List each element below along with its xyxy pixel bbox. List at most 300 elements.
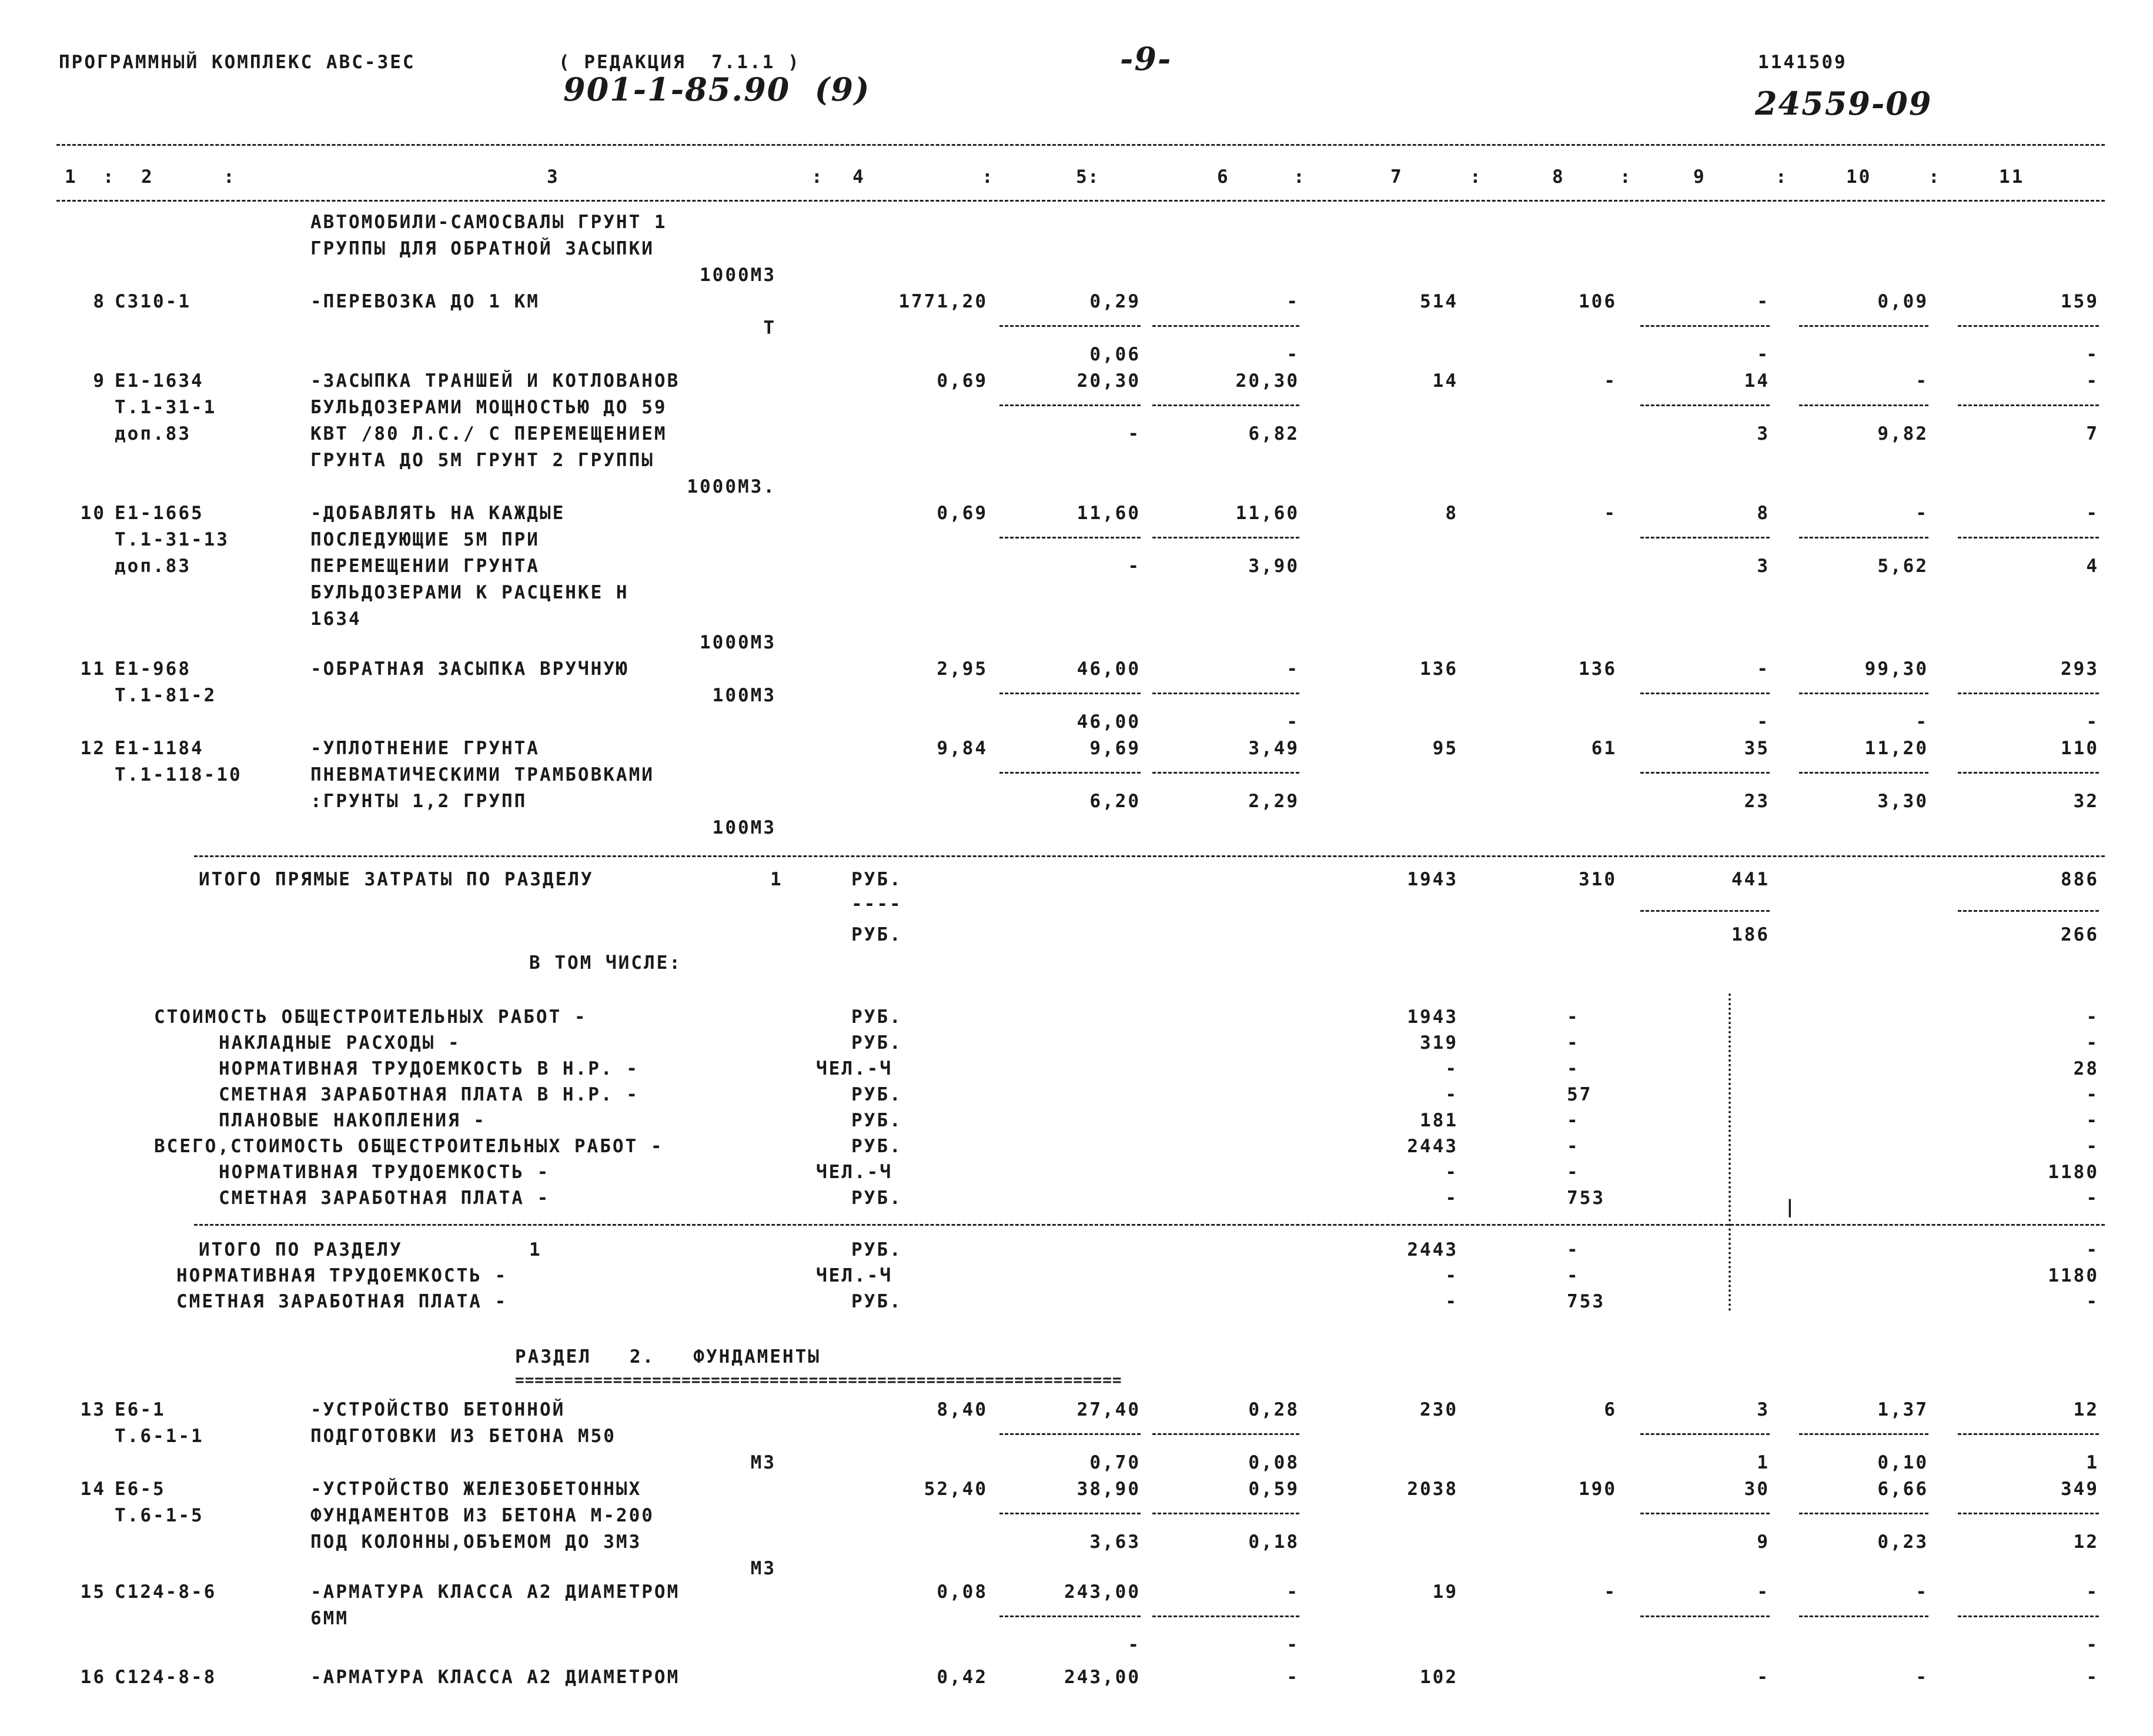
row-description: 6ММ — [310, 1608, 349, 1629]
summary-c8: - — [1567, 1058, 1580, 1079]
row-c6-sub: 0,18 — [1248, 1531, 1299, 1553]
row-c7: 230 — [1420, 1399, 1458, 1420]
row-sep-c10 — [1799, 404, 1928, 406]
row-c8: 136 — [1579, 658, 1617, 680]
section-total-c8: - — [1567, 1239, 1580, 1260]
row-number: 9 — [93, 370, 106, 392]
section-total-c8: 753 — [1567, 1291, 1605, 1312]
row-c5-sub: 6,20 — [1089, 791, 1141, 812]
row-c10: - — [1915, 1581, 1928, 1603]
row-code: Т.1-31-13 — [115, 529, 229, 550]
summary-c11: - — [2086, 1188, 2099, 1209]
row-c10: - — [1915, 370, 1928, 392]
row-code: Т.1-118-10 — [115, 764, 242, 785]
summary-label: СМЕТНАЯ ЗАРАБОТНАЯ ПЛАТА В Н.Р. - — [219, 1084, 639, 1105]
section-total-unit: РУБ. — [851, 1239, 902, 1260]
row-c9: - — [1757, 291, 1770, 312]
summary-label: НАКЛАДНЫЕ РАСХОДЫ - — [219, 1032, 461, 1053]
row-c7: 102 — [1420, 1667, 1458, 1688]
row-quantity: 0,69 — [937, 503, 988, 524]
row-c9-sub: 23 — [1744, 791, 1770, 812]
row-c8: 6 — [1604, 1399, 1617, 1420]
row-quantity: 0,69 — [937, 370, 988, 392]
column-header-cell: : — [103, 166, 116, 188]
direct-total-unit2: РУБ. — [851, 924, 902, 945]
row-sep-c11 — [1958, 772, 2099, 774]
row-unit: 100М3 — [712, 817, 776, 838]
row-c8: 61 — [1591, 738, 1617, 759]
row-c11-sub: 4 — [2086, 556, 2099, 577]
row-description: КВТ /80 Л.С./ С ПЕРЕМЕЩЕНИЕМ — [310, 423, 667, 444]
row-code: Т.6-1-1 — [115, 1426, 204, 1447]
row-code: Е1-968 — [115, 658, 191, 680]
row-c5: 27,40 — [1076, 1399, 1141, 1420]
row-code: С124-8-8 — [115, 1667, 217, 1688]
row-sep-c9 — [1640, 1615, 1770, 1617]
row-c8: - — [1604, 370, 1617, 392]
row-c11: 12 — [2073, 1399, 2099, 1420]
row-c9-sub: 9 — [1757, 1531, 1770, 1553]
row-description: -ДОБАВЛЯТЬ НА КАЖДЫЕ — [310, 503, 566, 524]
summary-label: НОРМАТИВНАЯ ТРУДОЕМКОСТЬ В Н.Р. - — [219, 1058, 639, 1079]
row-sep-c11 — [1958, 404, 2099, 406]
row-code: С310-1 — [115, 291, 191, 312]
row-unit: 1000М3 — [700, 632, 776, 653]
row-c5-sub: - — [1128, 556, 1141, 577]
row-sep-c10 — [1799, 693, 1928, 694]
row-c6: 0,28 — [1248, 1399, 1299, 1420]
row-sep-c11 — [1958, 537, 2099, 538]
summary-label: ВСЕГО,СТОИМОСТЬ ОБЩЕСТРОИТЕЛЬНЫХ РАБОТ - — [154, 1136, 664, 1157]
row-c6-sub: 2,29 — [1248, 791, 1299, 812]
row-sep-c10 — [1799, 1615, 1928, 1617]
column-header-cell: 2 — [141, 166, 154, 188]
row-c5-sub: - — [1128, 423, 1141, 444]
row-quantity: 8,40 — [937, 1399, 988, 1420]
section-total-label: НОРМАТИВНАЯ ТРУДОЕМКОСТЬ - — [176, 1265, 508, 1286]
direct-total-c8: 310 — [1579, 869, 1617, 890]
column-header-cell: : — [1088, 166, 1101, 188]
row-sep-c10 — [1799, 1513, 1928, 1514]
row-unit: М3 — [750, 1452, 776, 1473]
row-c9: - — [1757, 658, 1770, 680]
row-c9-sub: 3 — [1757, 556, 1770, 577]
rule-totals — [194, 855, 2105, 857]
summary-unit: РУБ. — [851, 1032, 902, 1053]
section-total-c7: 2443 — [1407, 1239, 1458, 1260]
row-quantity: 2,95 — [937, 658, 988, 680]
row-description: ПОДГОТОВКИ ИЗ БЕТОНА М50 — [310, 1426, 616, 1447]
row-sep-c5 — [999, 772, 1141, 774]
summary-unit: РУБ. — [851, 1136, 902, 1157]
row-quantity: 9,84 — [937, 738, 988, 759]
summary-unit: РУБ. — [851, 1188, 902, 1209]
row-c9-sub: - — [1757, 711, 1770, 732]
row-sep-c5 — [999, 693, 1141, 694]
row-sep-c9 — [1640, 772, 1770, 774]
row-sep-c6 — [1152, 325, 1299, 327]
row-unit: 1000М3 — [700, 265, 776, 286]
row-c9: - — [1757, 1581, 1770, 1603]
row-c9: 8 — [1757, 503, 1770, 524]
row-c6: 20,30 — [1235, 370, 1299, 392]
section-total-label: СМЕТНАЯ ЗАРАБОТНАЯ ПЛАТА - — [176, 1291, 508, 1312]
row-description: ФУНДАМЕНТОВ ИЗ БЕТОНА М-200 — [310, 1505, 654, 1526]
row-sep-c9 — [1640, 1433, 1770, 1435]
column-header-cell: 5 — [1076, 166, 1089, 188]
row-description: ПЕРЕМЕЩЕНИИ ГРУНТА — [310, 556, 540, 577]
row-description: ГРУНТА ДО 5М ГРУНТ 2 ГРУППЫ — [310, 450, 654, 471]
row-c6: - — [1286, 658, 1299, 680]
row-unit: 100М3 — [712, 685, 776, 706]
row-c8: 106 — [1579, 291, 1617, 312]
row-c11-sub: - — [2086, 1634, 2099, 1655]
summary-unit: РУБ. — [851, 1110, 902, 1131]
row-unit: М3 — [750, 1558, 776, 1579]
row-c5: 38,90 — [1076, 1479, 1141, 1500]
summary-c8: 753 — [1567, 1188, 1605, 1209]
row-description: ПОСЛЕДУЮЩИЕ 5М ПРИ — [310, 529, 540, 550]
summary-unit: РУБ. — [851, 1006, 902, 1028]
row-c7: 2038 — [1407, 1479, 1458, 1500]
row-number: 11 — [80, 658, 106, 680]
column-header-cell: : — [1293, 166, 1306, 188]
row-c6-sub: - — [1286, 1634, 1299, 1655]
section2-title: РАЗДЕЛ 2. ФУНДАМЕНТЫ — [515, 1346, 821, 1367]
row-description: БУЛЬДОЗЕРАМИ К РАСЦЕНКЕ Н — [310, 582, 629, 603]
section-total-c11: - — [2086, 1291, 2099, 1312]
row-description: -ОБРАТНАЯ ЗАСЫПКА ВРУЧНУЮ — [310, 658, 629, 680]
row-description: -УПЛОТНЕНИЕ ГРУНТА — [310, 738, 540, 759]
row-c10: - — [1915, 1667, 1928, 1688]
column-header-cell: : — [1776, 166, 1788, 188]
summary-c7: 319 — [1420, 1032, 1458, 1053]
row-description: ГРУППЫ ДЛЯ ОБРАТНОЙ ЗАСЫПКИ — [310, 238, 654, 259]
row-sep-c9 — [1640, 1513, 1770, 1514]
column-header-cell: 1 — [65, 166, 78, 188]
direct-total-c9b: 186 — [1731, 924, 1770, 945]
column-header-cell: 9 — [1693, 166, 1706, 188]
row-description: -ПЕРЕВОЗКА ДО 1 КМ — [310, 291, 540, 312]
row-sep-c6 — [1152, 1615, 1299, 1617]
summary-c11: 28 — [2073, 1058, 2099, 1079]
row-sep-c5 — [999, 537, 1141, 538]
row-c10: 6,66 — [1877, 1479, 1928, 1500]
row-sep-c6 — [1152, 772, 1299, 774]
section-total-c8: - — [1567, 1265, 1580, 1286]
row-c11: - — [2086, 1667, 2099, 1688]
row-c6: - — [1286, 1667, 1299, 1688]
section-total-c11: 1180 — [2048, 1265, 2099, 1286]
row-c5-sub: 46,00 — [1076, 711, 1141, 732]
row-c9-sub: - — [1757, 344, 1770, 365]
row-number: 16 — [80, 1667, 106, 1688]
row-description: АВТОМОБИЛИ-САМОСВАЛЫ ГРУНТ 1 — [310, 212, 667, 233]
row-c10: 0,09 — [1877, 291, 1928, 312]
row-number: 15 — [80, 1581, 106, 1603]
row-c11-sub: - — [2086, 711, 2099, 732]
row-c10-sub: 3,30 — [1877, 791, 1928, 812]
row-code: Е6-5 — [115, 1479, 166, 1500]
program-name: ПРОГРАММНЫЙ КОМПЛЕКС АВС-3ЕС — [59, 52, 416, 73]
row-c11: 293 — [2061, 658, 2099, 680]
row-number: 13 — [80, 1399, 106, 1420]
row-description: БУЛЬДОЗЕРАМИ МОЩНОСТЬЮ ДО 59 — [310, 397, 667, 418]
column-header-cell: 10 — [1846, 166, 1872, 188]
row-c10: - — [1915, 503, 1928, 524]
edition: ( РЕДАКЦИЯ 7.1.1 ) — [559, 52, 801, 73]
row-sep-c5 — [999, 404, 1141, 406]
row-sep-c10 — [1799, 325, 1928, 327]
row-c7: 95 — [1432, 738, 1458, 759]
row-c5: 11,60 — [1076, 503, 1141, 524]
row-sep-c6 — [1152, 693, 1299, 694]
row-c10-sub: - — [1915, 711, 1928, 732]
summary-c11: - — [2086, 1136, 2099, 1157]
row-c11: - — [2086, 370, 2099, 392]
direct-total-label: ИТОГО ПРЯМЫЕ ЗАТРАТЫ ПО РАЗДЕЛУ — [199, 869, 594, 890]
row-c9: 14 — [1744, 370, 1770, 392]
row-description: ПОД КОЛОННЫ,ОБЪЕМОМ ДО 3М3 — [310, 1531, 642, 1553]
row-c8: 190 — [1579, 1479, 1617, 1500]
page-number: -9- — [1120, 40, 1172, 78]
column-header-cell: : — [223, 166, 236, 188]
row-description: -ЗАСЫПКА ТРАНШЕЙ И КОТЛОВАНОВ — [310, 370, 680, 392]
row-c7: 136 — [1420, 658, 1458, 680]
row-c11: 110 — [2061, 738, 2099, 759]
row-code: доп.83 — [115, 423, 191, 444]
row-c6-sub: 6,82 — [1248, 423, 1299, 444]
row-c6-sub: - — [1286, 711, 1299, 732]
section2-underline: ============================================================== — [515, 1372, 1122, 1389]
rule-top — [56, 144, 2105, 146]
row-quantity: 1771,20 — [898, 291, 988, 312]
section-total-c7: - — [1445, 1265, 1458, 1286]
row-c5: 0,29 — [1089, 291, 1141, 312]
rule-section-total — [194, 1224, 2105, 1226]
row-c11: 159 — [2061, 291, 2099, 312]
row-c5: 243,00 — [1064, 1667, 1141, 1688]
summary-c7: 2443 — [1407, 1136, 1458, 1157]
row-sep-c10 — [1799, 537, 1928, 538]
row-c6: - — [1286, 291, 1299, 312]
row-c6-sub: 3,90 — [1248, 556, 1299, 577]
column-header-cell: : — [1470, 166, 1483, 188]
direct-total-sep11 — [1958, 910, 2099, 912]
row-c11-sub: 1 — [2086, 1452, 2099, 1473]
row-c7: 514 — [1420, 291, 1458, 312]
row-c9-sub: 1 — [1757, 1452, 1770, 1473]
section-total-c11: - — [2086, 1239, 2099, 1260]
row-quantity: 0,42 — [937, 1667, 988, 1688]
row-sep-c5 — [999, 1433, 1141, 1435]
row-c11-sub: - — [2086, 344, 2099, 365]
direct-total-c9: 441 — [1731, 869, 1770, 890]
section-total-unit: ЧЕЛ.-Ч — [816, 1265, 892, 1286]
row-code: Т.1-31-1 — [115, 397, 217, 418]
direct-total-unit: РУБ. — [851, 869, 902, 890]
summary-c11: - — [2086, 1110, 2099, 1131]
summary-dotted-line — [1729, 994, 1731, 1311]
row-c11-sub: 12 — [2073, 1531, 2099, 1553]
row-number: 14 — [80, 1479, 106, 1500]
summary-c7: - — [1445, 1188, 1458, 1209]
row-c8: - — [1604, 503, 1617, 524]
row-sep-c5 — [999, 1615, 1141, 1617]
row-sep-c9 — [1640, 404, 1770, 406]
row-c5: 9,69 — [1089, 738, 1141, 759]
row-c6-sub: 0,08 — [1248, 1452, 1299, 1473]
row-c8: - — [1604, 1581, 1617, 1603]
direct-total-sep9 — [1640, 910, 1770, 912]
row-quantity: 0,08 — [937, 1581, 988, 1603]
summary-c7: - — [1445, 1162, 1458, 1183]
row-c11: 349 — [2061, 1479, 2099, 1500]
row-c5-sub: - — [1128, 1634, 1141, 1655]
row-c5: 20,30 — [1076, 370, 1141, 392]
row-c5-sub: 3,63 — [1089, 1531, 1141, 1553]
section-total-unit: РУБ. — [851, 1291, 902, 1312]
row-description: -АРМАТУРА КЛАССА А2 ДИАМЕТРОМ — [310, 1667, 680, 1688]
row-number: 12 — [80, 738, 106, 759]
summary-label: ПЛАНОВЫЕ НАКОПЛЕНИЯ - — [219, 1110, 486, 1131]
column-header-cell: : — [1620, 166, 1633, 188]
row-description: ПНЕВМАТИЧЕСКИМИ ТРАМБОВКАМИ — [310, 764, 654, 785]
row-c10: 1,37 — [1877, 1399, 1928, 1420]
summary-label: СМЕТНАЯ ЗАРАБОТНАЯ ПЛАТА - — [219, 1188, 550, 1209]
row-sep-c6 — [1152, 404, 1299, 406]
row-c7: 8 — [1445, 503, 1458, 524]
summary-c11: - — [2086, 1032, 2099, 1053]
row-sep-c6 — [1152, 1433, 1299, 1435]
row-c7: 14 — [1432, 370, 1458, 392]
column-header-cell: : — [982, 166, 995, 188]
row-sep-c5 — [999, 325, 1141, 327]
row-sep-c11 — [1958, 1513, 2099, 1514]
row-sep-c10 — [1799, 1433, 1928, 1435]
rule-header-bottom — [56, 200, 2105, 202]
summary-c11: - — [2086, 1006, 2099, 1028]
row-c6: 0,59 — [1248, 1479, 1299, 1500]
summary-c7: 1943 — [1407, 1006, 1458, 1028]
row-c7: 19 — [1432, 1581, 1458, 1603]
handwritten-code: 901-1-85.90 (9) — [563, 71, 871, 108]
direct-total-dashes: ---- — [851, 894, 902, 915]
column-header-cell: 4 — [852, 166, 865, 188]
row-code: С124-8-6 — [115, 1581, 217, 1603]
row-c9-sub: 3 — [1757, 423, 1770, 444]
row-c11-sub: 32 — [2073, 791, 2099, 812]
row-sep-c11 — [1958, 1433, 2099, 1435]
row-code: Е1-1665 — [115, 503, 204, 524]
row-code: Т.1-81-2 — [115, 685, 217, 706]
summary-label: НОРМАТИВНАЯ ТРУДОЕМКОСТЬ - — [219, 1162, 550, 1183]
summary-c11: - — [2086, 1084, 2099, 1105]
stray-mark: | — [1784, 1196, 1797, 1217]
row-description: -АРМАТУРА КЛАССА А2 ДИАМЕТРОМ — [310, 1581, 680, 1603]
row-unit: 1000М3. — [687, 476, 776, 497]
row-c6: 3,49 — [1248, 738, 1299, 759]
row-sep-c6 — [1152, 1513, 1299, 1514]
row-c9: 3 — [1757, 1399, 1770, 1420]
summary-c7: - — [1445, 1058, 1458, 1079]
row-c9: 35 — [1744, 738, 1770, 759]
row-number: 8 — [93, 291, 106, 312]
row-c10-sub: 0,10 — [1877, 1452, 1928, 1473]
summary-c8: - — [1567, 1032, 1580, 1053]
direct-total-c11: 886 — [2061, 869, 2099, 890]
summary-c8: - — [1567, 1006, 1580, 1028]
row-c10: 99,30 — [1864, 658, 1928, 680]
row-sep-c5 — [999, 1513, 1141, 1514]
row-c6: - — [1286, 1581, 1299, 1603]
column-header-cell: 7 — [1390, 166, 1403, 188]
column-header-cell: 3 — [547, 166, 560, 188]
row-c11: - — [2086, 503, 2099, 524]
row-sep-c11 — [1958, 325, 2099, 327]
summary-c8: 57 — [1567, 1084, 1593, 1105]
row-c10-sub: 0,23 — [1877, 1531, 1928, 1553]
row-sep-c11 — [1958, 693, 2099, 694]
row-c9: - — [1757, 1667, 1770, 1688]
row-c11: - — [2086, 1581, 2099, 1603]
summary-c8: - — [1567, 1136, 1580, 1157]
including-label: В ТОМ ЧИСЛЕ: — [529, 952, 682, 974]
section-total-number: 1 — [529, 1239, 542, 1260]
summary-c7: - — [1445, 1084, 1458, 1105]
row-code: Е1-1184 — [115, 738, 204, 759]
row-code: Т.6-1-5 — [115, 1505, 204, 1526]
row-c5: 46,00 — [1076, 658, 1141, 680]
section-total-c7: - — [1445, 1291, 1458, 1312]
row-c11-sub: 7 — [2086, 423, 2099, 444]
row-sep-c9 — [1640, 325, 1770, 327]
summary-label: СТОИМОСТЬ ОБЩЕСТРОИТЕЛЬНЫХ РАБОТ - — [154, 1006, 587, 1028]
row-code: Е6-1 — [115, 1399, 166, 1420]
row-sep-c6 — [1152, 537, 1299, 538]
summary-unit: ЧЕЛ.-Ч — [816, 1162, 892, 1183]
row-number: 10 — [80, 503, 106, 524]
row-sep-c9 — [1640, 537, 1770, 538]
column-header-cell: 11 — [1999, 166, 2025, 188]
row-sep-c11 — [1958, 1615, 2099, 1617]
direct-total-c11b: 266 — [2061, 924, 2099, 945]
handwritten-doc-number: 24559-09 — [1755, 85, 1933, 122]
summary-c7: 181 — [1420, 1110, 1458, 1131]
summary-c8: - — [1567, 1110, 1580, 1131]
row-c5: 243,00 — [1064, 1581, 1141, 1603]
row-c9: 30 — [1744, 1479, 1770, 1500]
row-description: 1634 — [310, 608, 362, 630]
summary-c8: - — [1567, 1162, 1580, 1183]
row-sep-c9 — [1640, 693, 1770, 694]
direct-total-section: 1 — [770, 869, 783, 890]
row-c5-sub: 0,06 — [1089, 344, 1141, 365]
direct-total-c7: 1943 — [1407, 869, 1458, 890]
row-c6-sub: - — [1286, 344, 1299, 365]
column-header-cell: 6 — [1217, 166, 1230, 188]
row-c10: 11,20 — [1864, 738, 1928, 759]
section-total-label: ИТОГО ПО РАЗДЕЛУ — [199, 1239, 403, 1260]
row-code: Е1-1634 — [115, 370, 204, 392]
row-code: доп.83 — [115, 556, 191, 577]
row-description: :ГРУНТЫ 1,2 ГРУПП — [310, 791, 527, 812]
row-description: -УСТРОЙСТВО БЕТОННОЙ — [310, 1399, 566, 1420]
summary-unit: ЧЕЛ.-Ч — [816, 1058, 892, 1079]
summary-unit: РУБ. — [851, 1084, 902, 1105]
summary-c11: 1180 — [2048, 1162, 2099, 1183]
doc-number: 1141509 — [1758, 52, 1847, 73]
